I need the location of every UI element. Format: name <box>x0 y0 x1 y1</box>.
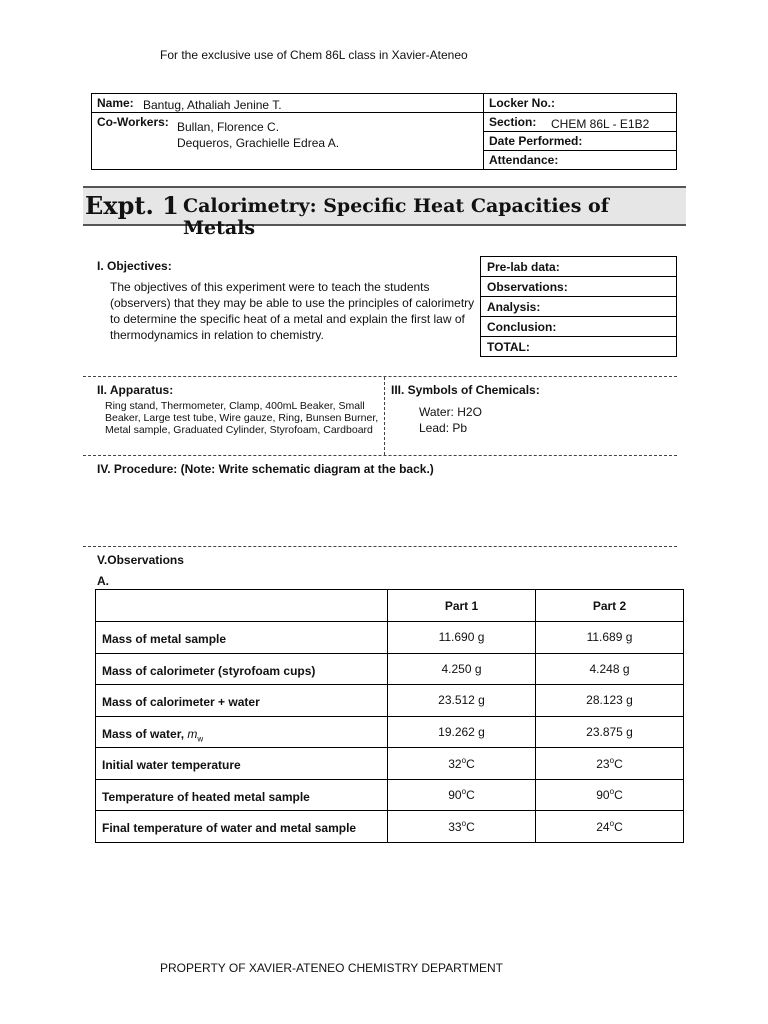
part-2-value: 4.248 g <box>536 653 684 685</box>
coworker-2: Dequeros, Grachielle Edrea A. <box>177 136 340 150</box>
student-info-table <box>91 93 677 170</box>
part-1-value: 23.512 g <box>388 685 536 717</box>
name-value: Bantug, Athaliah Jenine T. <box>143 98 282 112</box>
divider <box>83 455 677 456</box>
grade-prelab: Pre-lab data: <box>481 257 676 277</box>
objectives-heading: I. Objectives: <box>97 259 172 273</box>
coworker-1: Bullan, Florence C. <box>177 120 280 134</box>
table-header-part-1: Part 1 <box>388 590 536 622</box>
grade-analysis: Analysis: <box>481 297 676 317</box>
section-label: Section: <box>489 115 537 129</box>
date-performed-label: Date Performed: <box>489 134 583 148</box>
part-1-value: 19.262 g <box>388 716 536 748</box>
apparatus-heading: II. Apparatus: <box>97 383 174 397</box>
symbols-list <box>419 404 482 436</box>
part-2-value: 28.123 g <box>536 685 684 717</box>
apparatus-text: Ring stand, Thermometer, Clamp, 400mL Beaker, Small Beaker, Large test tube, Wire gauze, Ring, Bunsen Burner, Metal sample, Graduated Cylinder, Styrofoam, Cardboard <box>105 400 379 436</box>
observations-table <box>95 589 684 843</box>
mass-of-water-subscript: w <box>197 733 204 743</box>
row-label: Mass of water, $m_w$ <box>96 716 388 748</box>
grade-conclusion: Conclusion: <box>481 317 676 337</box>
grade-observations: Observations: <box>481 277 676 297</box>
locker-label: Locker No.: <box>489 96 556 110</box>
experiment-title-bar <box>83 186 686 239</box>
table-row <box>96 811 684 843</box>
table-header-row <box>96 590 684 622</box>
attendance-label: Attendance: <box>489 153 559 167</box>
part-1-value: 90$^o$C <box>388 779 536 811</box>
grading-table <box>480 256 677 357</box>
table-row <box>96 653 684 685</box>
table-row <box>96 779 684 811</box>
symbol-water: Water: H2O <box>419 405 482 419</box>
part-2-value: 23.875 g <box>536 716 684 748</box>
experiment-title: Calorimetry: Specific Heat Capacities of Metals <box>183 195 609 239</box>
row-label: Mass of metal sample <box>96 622 388 654</box>
objectives-text: The objectives of this experiment were to teach the students (observers) that they may be able to use the principles of calorimetry to determine the specific heat of a metal and explain the first law of thermodynamics in relation to chemistry. <box>110 280 475 342</box>
table-header-blank <box>96 590 388 622</box>
row-label: Mass of calorimeter (styrofoam cups) <box>96 653 388 685</box>
symbol-lead: Lead: Pb <box>419 421 468 435</box>
header-note: For the exclusive use of Chem 86L class in Xavier-Ateneo <box>160 48 468 62</box>
part-2-value: 11.689 g <box>536 622 684 654</box>
grade-total: TOTAL: <box>487 340 530 354</box>
column-divider <box>384 377 385 455</box>
name-label: Name: <box>97 96 134 110</box>
part-1-value: 32$^o$C <box>388 748 536 780</box>
table-row <box>96 748 684 780</box>
observations-sub-label: A. <box>97 574 109 588</box>
part-2-value: 24$^o$C <box>536 811 684 843</box>
table-header-part-2: Part 2 <box>536 590 684 622</box>
divider <box>83 546 677 547</box>
row-label: Temperature of heated metal sample <box>96 779 388 811</box>
observations-heading: V.Observations <box>97 553 184 567</box>
part-2-value: 23$^o$C <box>536 748 684 780</box>
table-row <box>96 716 684 748</box>
part-1-value: 33$^o$C <box>388 811 536 843</box>
part-1-value: 11.690 g <box>388 622 536 654</box>
row-label: Initial water temperature <box>96 748 388 780</box>
table-row <box>96 685 684 717</box>
symbols-heading: III. Symbols of Chemicals: <box>391 383 540 397</box>
coworkers-label: Co-Workers: <box>97 115 169 129</box>
row-label: Final temperature of water and metal sample <box>96 811 388 843</box>
row-label: Mass of calorimeter + water <box>96 685 388 717</box>
table-row <box>96 622 684 654</box>
procedure-heading: IV. Procedure: (Note: Write schematic diagram at the back.) <box>97 462 434 476</box>
divider <box>83 376 677 377</box>
footer-note: PROPERTY OF XAVIER-ATENEO CHEMISTRY DEPARTMENT <box>160 961 503 975</box>
part-1-value: 4.250 g <box>388 653 536 685</box>
section-value: CHEM 86L - E1B2 <box>551 117 650 131</box>
mass-of-water-variable: m <box>187 726 198 741</box>
experiment-number: Expt. 1 <box>85 191 179 220</box>
part-2-value: 90$^o$C <box>536 779 684 811</box>
